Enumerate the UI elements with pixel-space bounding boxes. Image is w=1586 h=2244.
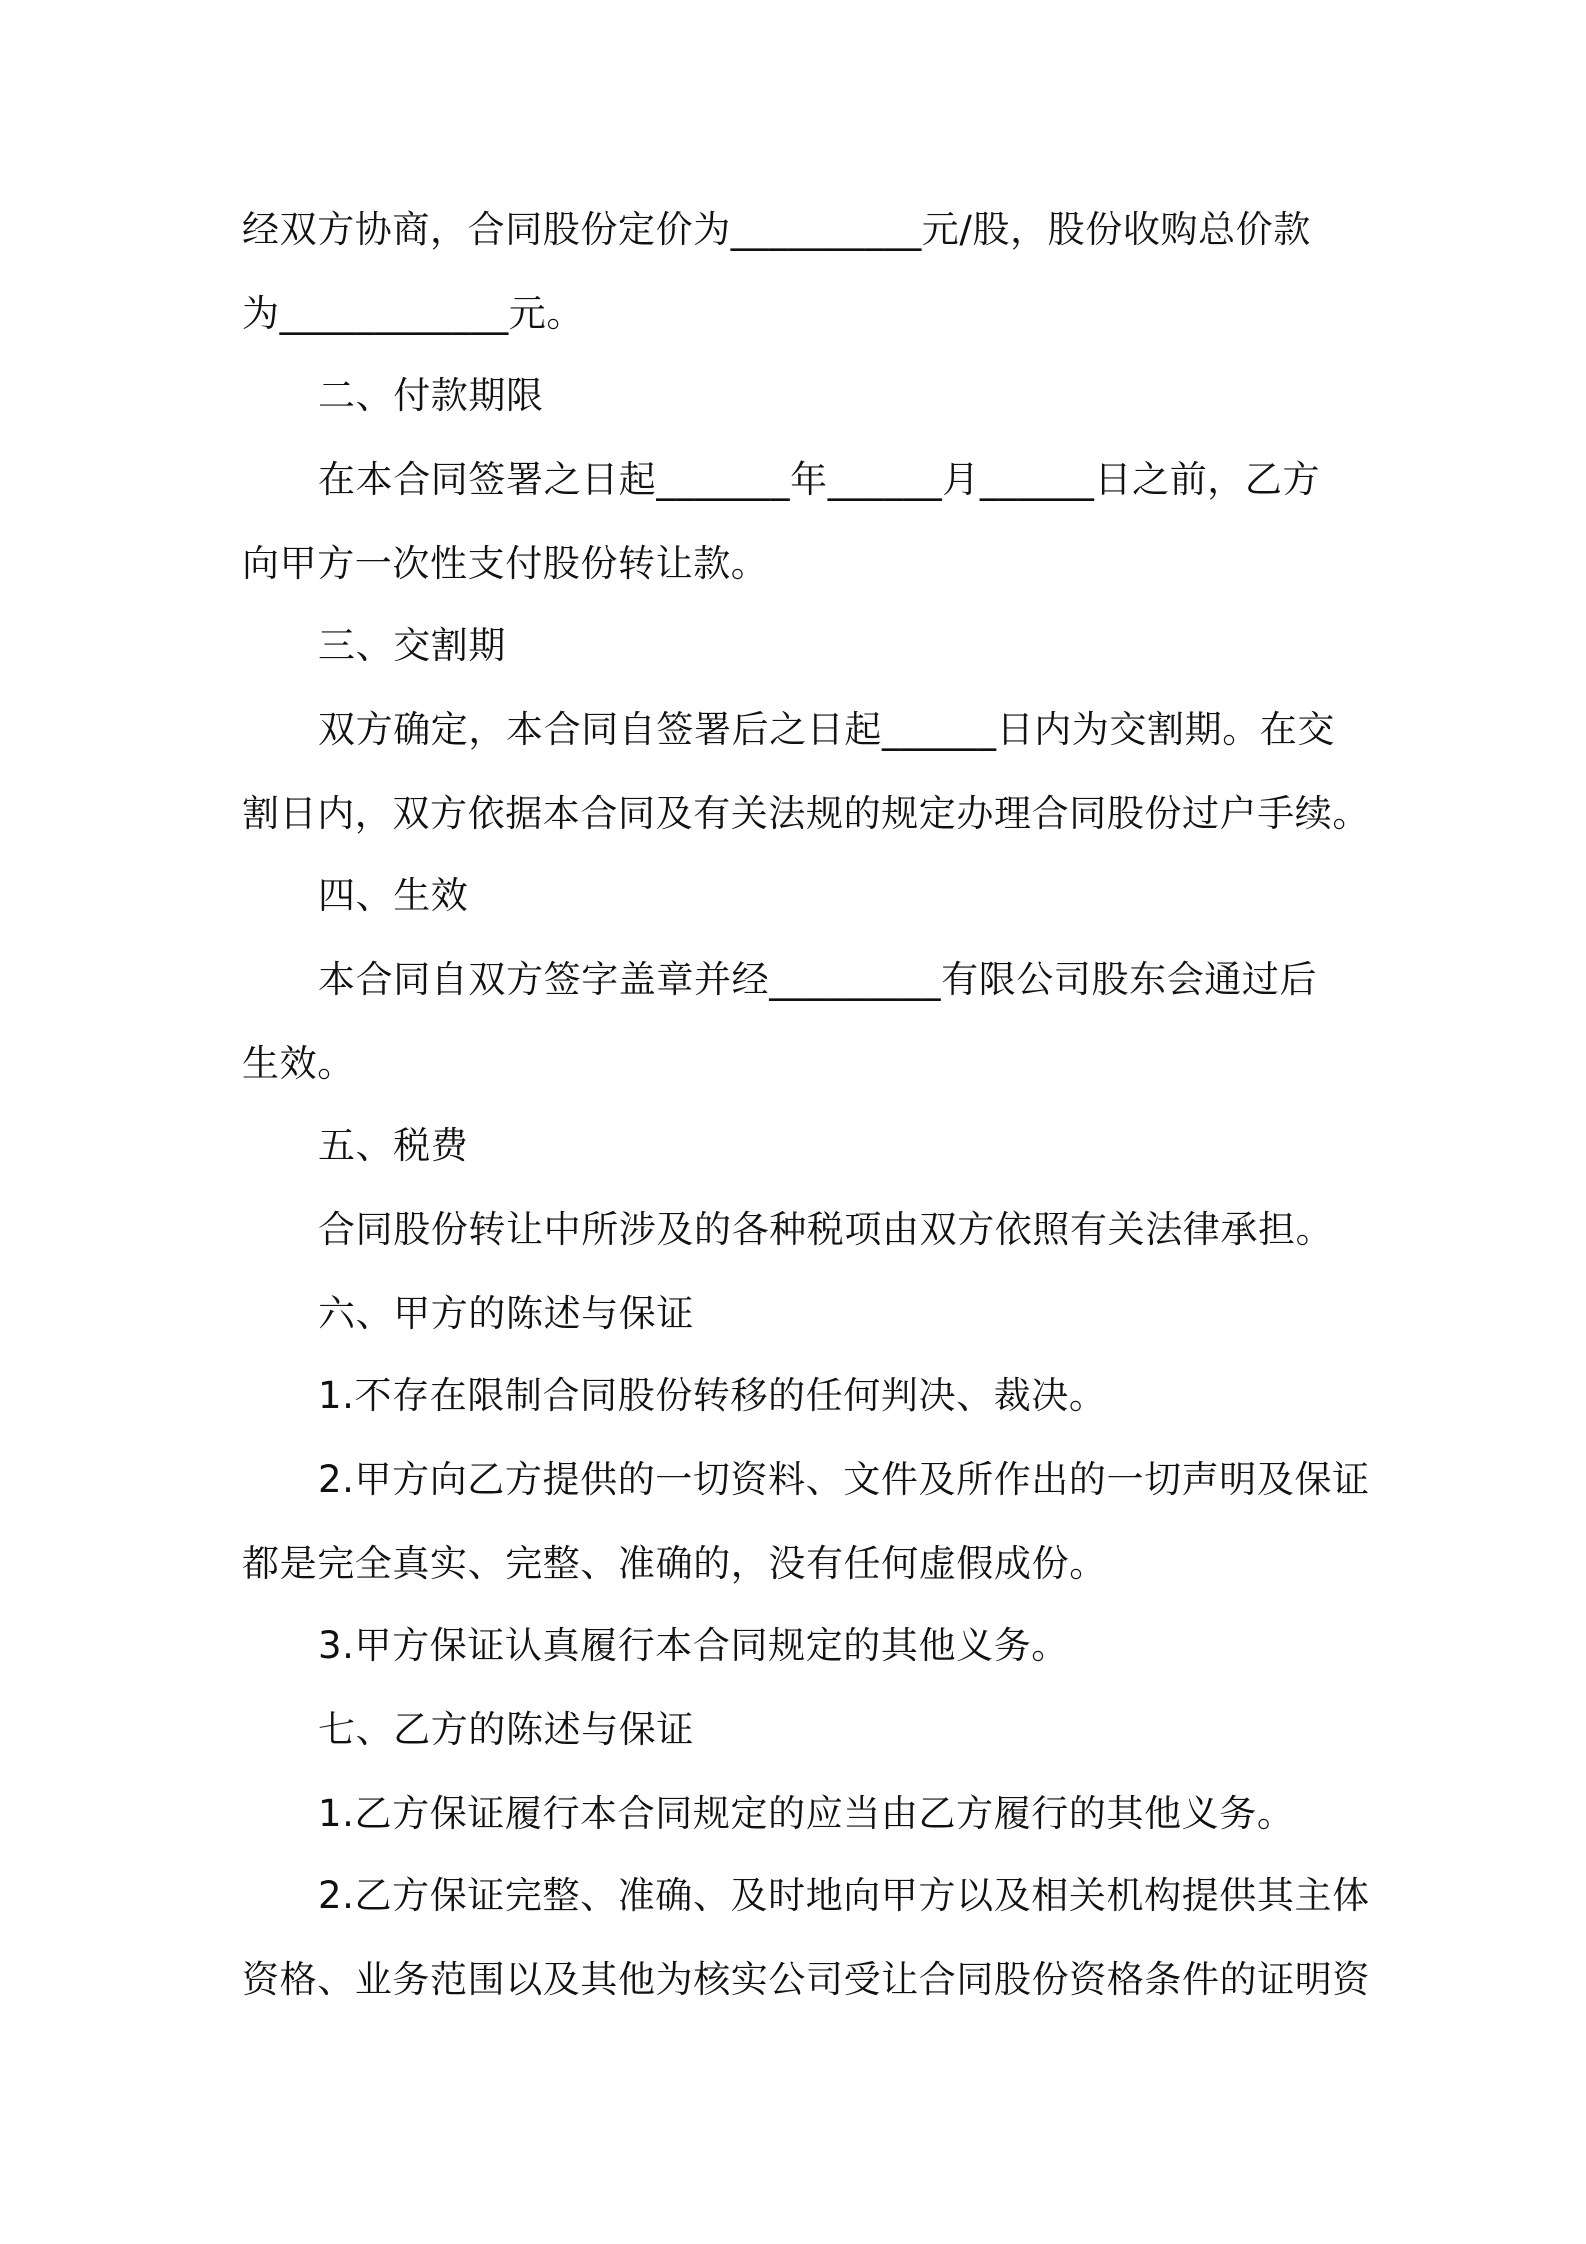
section-heading-payment-term: 二、付款期限	[318, 374, 544, 417]
text-line-party-a-3: 3.甲方保证认真履行本合同规定的其他义务。	[318, 1624, 1069, 1667]
text-line-taxes: 合同股份转让中所涉及的各种税项由双方依照有关法律承担。	[318, 1208, 1334, 1251]
text-line-price: 经双方协商，合同股份定价为__________元/股，股份收购总价款	[242, 208, 1311, 251]
text-line-party-a-2: 2.甲方向乙方提供的一切资料、文件及所作出的一切声明及保证	[318, 1458, 1370, 1501]
text-line-party-b-2-cont: 资格、业务范围以及其他为核实公司受让合同股份资格条件的证明资	[242, 1958, 1370, 2001]
text-line-effective-cont: 生效。	[242, 1042, 355, 1085]
text-line-payment-cont: 向甲方一次性支付股份转让款。	[242, 542, 769, 585]
text-line-effective: 本合同自双方签字盖章并经_________有限公司股东会通过后	[318, 958, 1318, 1001]
text-line-party-a-1: 1.不存在限制合同股份转移的任何判决、裁决。	[318, 1374, 1107, 1417]
section-heading-delivery-period: 三、交割期	[318, 624, 506, 667]
section-heading-party-a: 六、甲方的陈述与保证	[318, 1292, 694, 1335]
text-line-party-b-2: 2.乙方保证完整、准确、及时地向甲方以及相关机构提供其主体	[318, 1874, 1370, 1917]
section-heading-party-b: 七、乙方的陈述与保证	[318, 1708, 694, 1751]
text-line-payment: 在本合同签署之日起_______年______月______日之前，乙方	[318, 458, 1321, 501]
text-line-price-cont: 为____________元。	[242, 292, 584, 335]
text-line-delivery-cont: 割日内，双方依据本合同及有关法规的规定办理合同股份过户手续。	[242, 792, 1370, 835]
text-line-delivery: 双方确定，本合同自签署后之日起______日内为交割期。在交	[318, 708, 1335, 751]
text-line-party-a-2-cont: 都是完全真实、完整、准确的，没有任何虚假成份。	[242, 1542, 1107, 1585]
section-heading-effective: 四、生效	[318, 874, 469, 917]
section-heading-taxes: 五、税费	[318, 1124, 469, 1167]
text-line-party-b-1: 1.乙方保证履行本合同规定的应当由乙方履行的其他义务。	[318, 1792, 1295, 1835]
